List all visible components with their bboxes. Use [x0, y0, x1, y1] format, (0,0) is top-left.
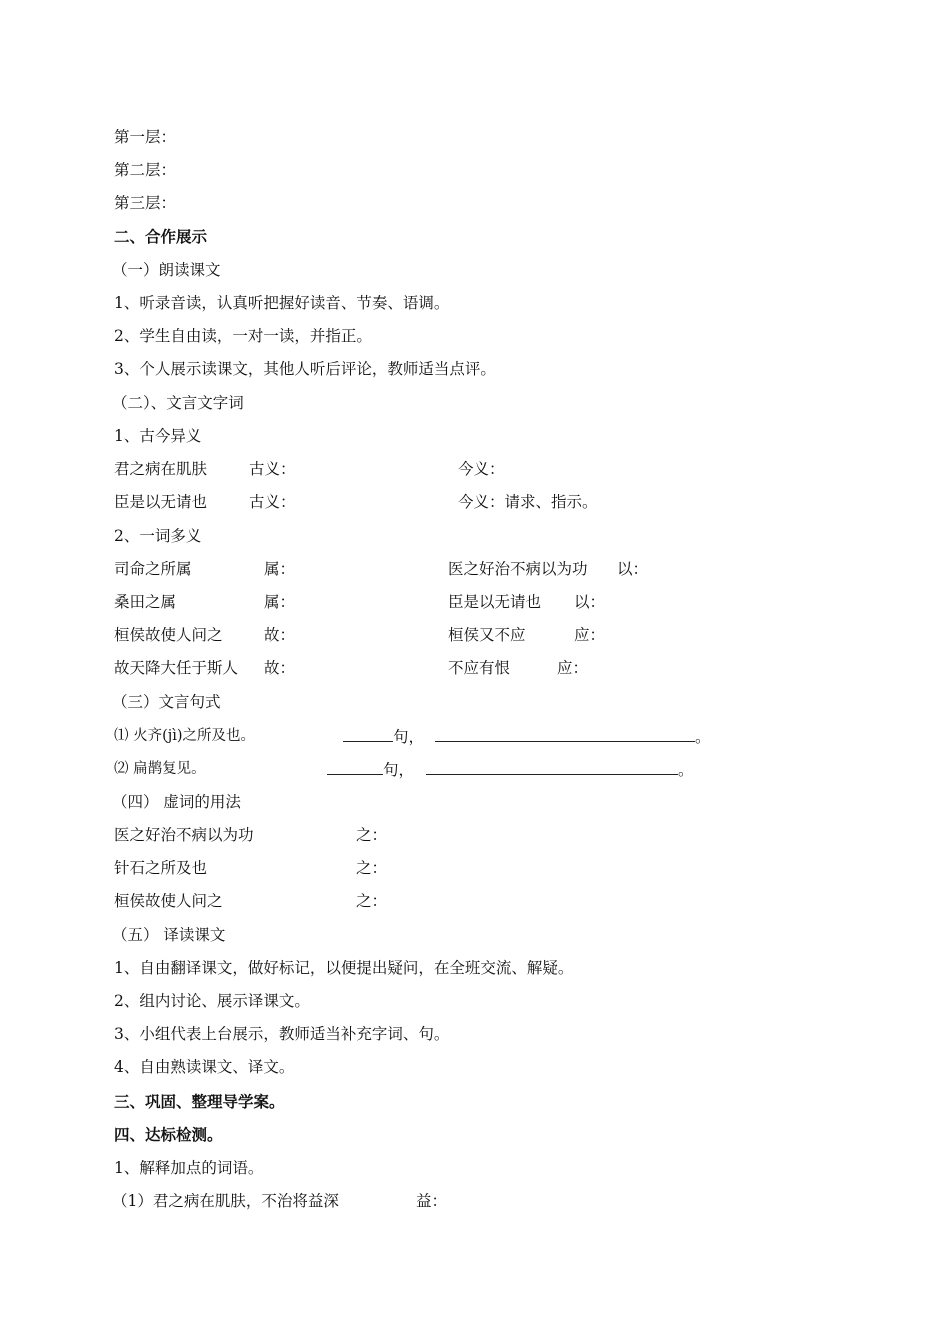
answer-blank[interactable] [343, 725, 393, 742]
subsection-words-title: （二）、文言文字词 [112, 394, 244, 412]
answer-blank[interactable] [426, 758, 678, 775]
layer-1-label: 第一层： [114, 128, 177, 146]
fw-sentence: 桓侯故使人问之 [114, 892, 223, 910]
section-heading-4: 四、达标检测。 [114, 1125, 223, 1144]
section-heading-3: 三、巩固、整理导学案。 [114, 1092, 285, 1111]
right-sentence: 不应有恨 [448, 659, 511, 677]
right-sentence: 臣是以无请也 [448, 593, 542, 611]
syntax-sentence: ⑴ 火齐(jì)之所及也。 [114, 728, 256, 744]
left-word: 属： [264, 593, 296, 611]
left-sentence: 桓侯故使人问之 [114, 626, 223, 644]
right-sentence: 医之好治不病以为功 [448, 560, 588, 578]
left-word: 属： [264, 560, 296, 578]
layer-2-label: 第二层： [114, 161, 177, 179]
layer-3-label: 第三层： [114, 194, 177, 212]
reading-item-3: 3、个人展示读课文，其他人听后评论，教师适当点评。 [114, 360, 496, 378]
right-word: 应： [574, 626, 606, 644]
syntax-end-text: 。 [678, 761, 694, 779]
right-word: 以： [617, 560, 649, 578]
translation-item-4: 4、自由熟读课文、译文。 [114, 1058, 295, 1076]
q1-word: 益： [416, 1192, 448, 1210]
row-sentence: 君之病在肌肤 [114, 460, 208, 478]
answer-blank[interactable] [327, 758, 383, 775]
subsection-translation-title: （五） 译读课文 [112, 926, 226, 944]
right-word: 应： [557, 659, 589, 677]
syntax-mid-text: 句， [393, 728, 425, 746]
subsection-reading-title: （一）朗读课文 [112, 261, 221, 279]
left-sentence: 故天降大任于斯人 [114, 659, 239, 677]
section-heading-2: 二、合作展示 [114, 227, 208, 246]
subsection-function-words-title: （四） 虚词的用法 [112, 793, 241, 811]
modern-meaning-label: 今义： [458, 460, 505, 478]
q1-sentence: （1）君之病在肌肤，不治将益深 [112, 1192, 339, 1210]
translation-item-1: 1、自由翻译课文，做好标记，以便提出疑问，在全班交流、解疑。 [114, 959, 574, 977]
left-word: 故： [264, 659, 296, 677]
fw-word: 之： [356, 892, 388, 910]
ancient-meaning-label: 古义： [249, 460, 296, 478]
syntax-sentence: ⑵ 扁鹊复见。 [114, 761, 206, 777]
translation-item-2: 2、组内讨论、展示译课文。 [114, 992, 310, 1010]
left-sentence: 司命之所属 [114, 560, 192, 578]
left-word: 故： [264, 626, 296, 644]
reading-item-1: 1、听录音读，认真听把握好读音、节奏、语调。 [114, 294, 450, 312]
answer-blank[interactable] [435, 725, 695, 742]
syntax-end-text: 。 [695, 728, 711, 746]
right-word: 以： [574, 593, 606, 611]
ancient-modern-title: 1、古今异义 [114, 427, 202, 445]
question-1-title: 1、解释加点的词语。 [114, 1159, 264, 1177]
fw-word: 之： [356, 826, 388, 844]
fw-sentence: 医之好治不病以为功 [114, 826, 254, 844]
polysemy-title: 2、一词多义 [114, 527, 202, 545]
modern-meaning-label: 今义：请求、指示。 [458, 493, 598, 511]
subsection-syntax-title: （三）文言句式 [112, 693, 221, 711]
ancient-meaning-label: 古义： [249, 493, 296, 511]
fw-word: 之： [356, 859, 388, 877]
reading-item-2: 2、学生自由读，一对一读，并指正。 [114, 327, 372, 345]
fw-sentence: 针石之所及也 [114, 859, 208, 877]
syntax-mid-text: 句， [383, 761, 415, 779]
row-sentence: 臣是以无请也 [114, 493, 208, 511]
translation-item-3: 3、小组代表上台展示，教师适当补充字词、句。 [114, 1025, 450, 1043]
left-sentence: 桑田之属 [114, 593, 177, 611]
right-sentence: 桓侯又不应 [448, 626, 526, 644]
